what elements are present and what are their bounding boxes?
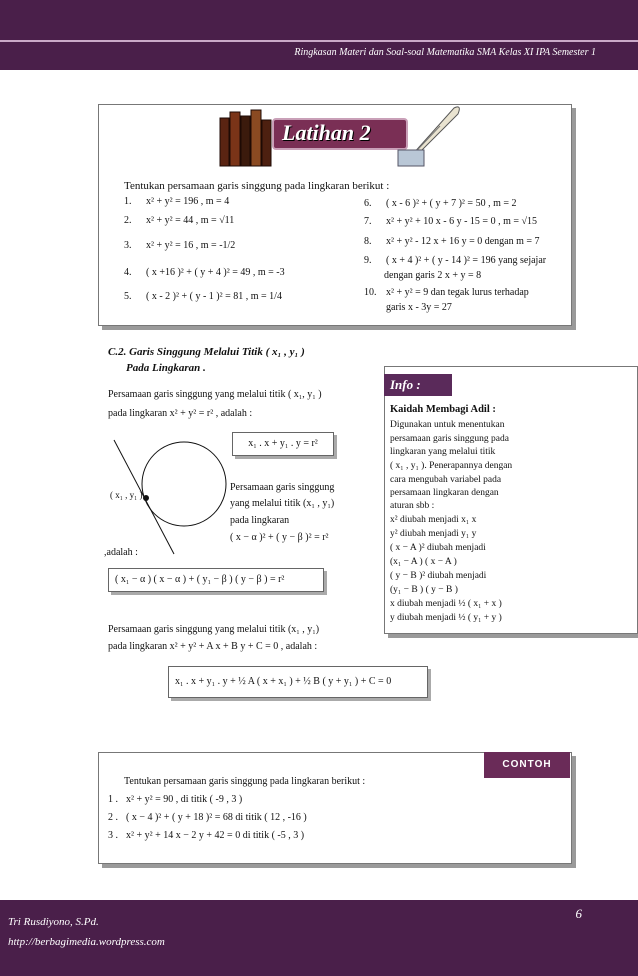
formula-1: x₁ . x + y₁ . y = r²: [248, 438, 318, 449]
latihan-instruction: Tentukan persamaan garis singgung pada lingkaran berikut :: [124, 180, 390, 192]
contoh-instruction: Tentukan persamaan garis singgung pada lingkaran berikut :: [124, 776, 366, 787]
info-line: Digunakan untuk menentukan: [390, 420, 505, 430]
list-item: x² + y² = 44 , m = √11: [146, 215, 235, 226]
adalah-text: ,adalah :: [104, 547, 138, 558]
paragraph-3-line2: pada lingkaran x² + y² + A x + B y + C = 0 , adalah :: [108, 641, 318, 652]
formula-box-3: [168, 666, 428, 698]
list-item-number: 1.: [124, 196, 132, 207]
info-line: x² diubah menjadi x₁ x: [390, 515, 477, 525]
info-title: Kaidah Membagi Adil :: [390, 404, 496, 415]
info-line: persamaan lingkaran dengan: [390, 488, 499, 498]
list-item: x² + y² + 14 x − 2 y + 42 = 0 di titik ( -5 , 3 ): [126, 830, 305, 841]
formula-box-1: [232, 432, 334, 456]
list-item-number: 10.: [364, 287, 377, 298]
paragraph-2-line1: Persamaan garis singgung: [230, 482, 335, 493]
list-item-continuation: dengan garis 2 x + y = 8: [384, 270, 482, 281]
list-item: x² + y² = 196 , m = 4: [146, 196, 230, 207]
info-line: ( y − B )² diubah menjadi: [390, 571, 487, 581]
paragraph-1-line2: pada lingkaran x² + y² = r² , adalah :: [108, 408, 253, 419]
paragraph-2-line3: pada lingkaran: [230, 515, 290, 526]
paragraph-2-line2: yang melalui titik (x₁ , y₁): [230, 498, 335, 509]
formula-3: x₁ . x + y₁ . y + ½ A ( x + x₁ ) + ½ B ( y + y₁ ) + C = 0: [175, 676, 392, 687]
list-item: x² + y² = 9 dan tegak lurus terhadap: [386, 287, 529, 298]
list-item: ( x - 6 )² + ( y + 7 )² = 50 , m = 2: [386, 198, 517, 209]
formula-box-2: [108, 568, 324, 592]
formula-2: ( x₁ − α ) ( x − α ) + ( y₁ − β ) ( y − β ) = r²: [115, 574, 285, 585]
list-item: x² + y² + 10 x - 6 y - 15 = 0 , m = √15: [386, 216, 537, 227]
info-line: lingkaran yang melalui titik: [390, 447, 496, 457]
paragraph-2-line4: ( x − α )² + ( y − β )² = r²: [230, 532, 329, 543]
info-line: y² diubah menjadi y₁ y: [390, 529, 477, 539]
list-item-number: 3 .: [108, 830, 118, 841]
info-line: cara mengubah variabel pada: [390, 475, 502, 485]
list-item-number: 2 .: [108, 812, 118, 823]
footer-url[interactable]: http://berbagimedia.wordpress.com: [8, 936, 165, 948]
contoh-tab: CONTOH: [484, 752, 570, 778]
tangent-circle-diagram: [104, 418, 234, 558]
latihan-title: Latihan 2: [282, 120, 371, 145]
running-title: Ringkasan Materi dan Soal-soal Matematika SMA Kelas XI IPA Semester 1: [294, 47, 596, 58]
info-line: (y₁ − B ) ( y − B ): [390, 585, 458, 595]
info-line: ( x − A )² diubah menjadi: [390, 543, 486, 553]
list-item: ( x +16 )² + ( y + 4 )² = 49 , m = -3: [146, 267, 285, 278]
page-number: 6: [575, 906, 582, 921]
info-line: ( x₁ , y₁ ). Penerapannya dengan: [390, 461, 513, 471]
paragraph-1-line1: Persamaan garis singgung yang melalui titik ( x₁, y₁ ): [108, 389, 322, 400]
books-illustration: [218, 108, 274, 168]
info-line: x diubah menjadi ½ ( x₁ + x ): [390, 599, 502, 609]
quill-icon: [396, 100, 466, 170]
list-item-number: 6.: [364, 198, 372, 209]
list-item-number: 7.: [364, 216, 372, 227]
header-band: [0, 0, 638, 70]
section-heading-line2: Pada Lingkaran .: [126, 362, 206, 374]
list-item: ( x − 4 )² + ( y + 18 )² = 68 di titik ( 12 , -16 ): [126, 812, 307, 823]
list-item-number: 3.: [124, 240, 132, 251]
info-line: aturan sbb :: [390, 501, 435, 511]
list-item-number: 5.: [124, 291, 132, 302]
point-label: ( x₁ , y₁ ): [110, 490, 143, 500]
list-item: ( x - 2 )² + ( y - 1 )² = 81 , m = 1/4: [146, 291, 282, 302]
list-item: x² + y² = 16 , m = -1/2: [146, 240, 236, 251]
list-item: ( x + 4 )² + ( y - 14 )² = 196 yang sejajar: [386, 255, 547, 266]
paragraph-3-line1: Persamaan garis singgung yang melalui titik (x₁ , y₁): [108, 624, 320, 635]
info-line: (x₁ − A ) ( x − A ): [390, 557, 457, 567]
list-item-continuation: garis x - 3y = 27: [386, 302, 452, 313]
footer-author: Tri Rusdiyono, S.Pd.: [8, 916, 99, 928]
section-heading: C.2. Garis Singgung Melalui Titik ( x₁ , y₁ ): [108, 346, 305, 358]
info-line: persamaan garis singgung pada: [390, 434, 509, 444]
list-item-number: 4.: [124, 267, 132, 278]
info-line: y diubah menjadi ½ ( y₁ + y ): [390, 613, 502, 623]
list-item-number: 8.: [364, 236, 372, 247]
list-item-number: 9.: [364, 255, 372, 266]
list-item: x² + y² = 90 , di titik ( -9 , 3 ): [126, 794, 243, 805]
list-item-number: 1 .: [108, 794, 118, 805]
list-item-number: 2.: [124, 215, 132, 226]
list-item: x² + y² - 12 x + 16 y = 0 dengan m = 7: [386, 236, 540, 247]
info-tag: Info :: [384, 374, 452, 396]
